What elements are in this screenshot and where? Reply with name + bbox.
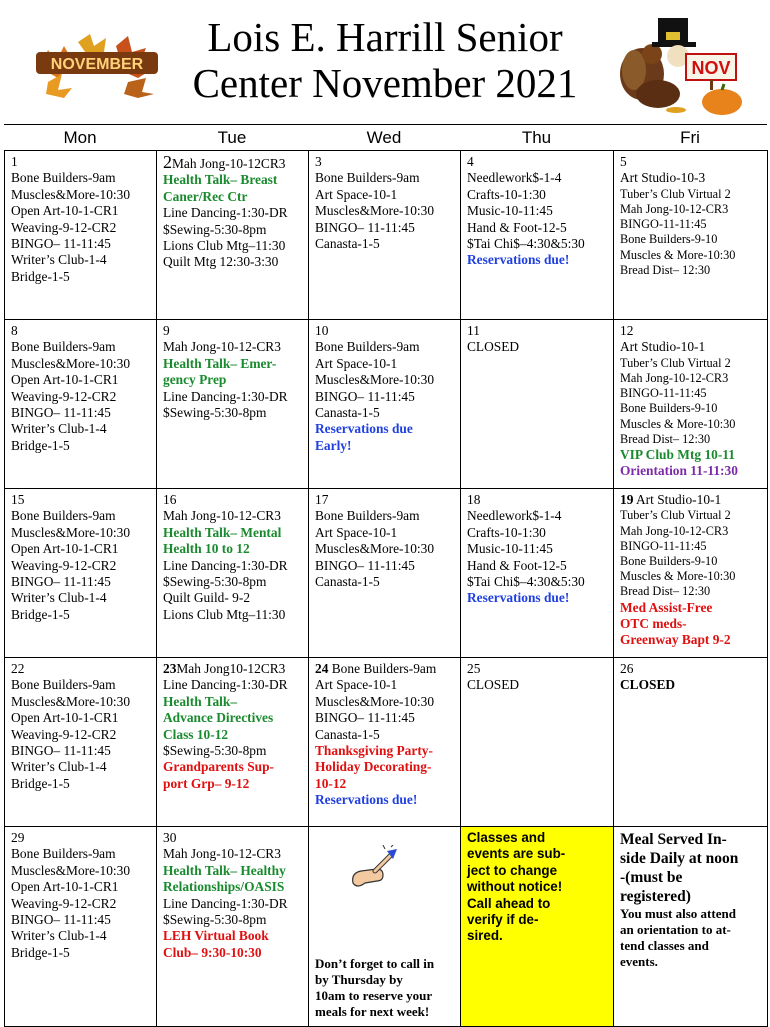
thanksgiving-note: Thanksgiving Party- <box>315 743 433 759</box>
reservation-note: Reservations due <box>315 421 413 437</box>
activity: BINGO– 11-11:45 <box>11 236 111 252</box>
activity: Quilt Mtg 12:30-3:30 <box>163 254 279 270</box>
notice-line: verify if de- <box>467 912 539 928</box>
vip-club-note: VIP Club Mtg 10-11 <box>620 447 735 463</box>
page-title: Lois E. Harrill Senior Center November 2021 <box>192 14 578 106</box>
activity: Bridge-1-5 <box>11 268 70 284</box>
activity: Muscles&More-10:30 <box>11 862 131 878</box>
week-row <box>5 151 768 320</box>
day-label-wed: Wed <box>366 128 402 147</box>
health-talk: Health Talk– Healthy <box>163 862 286 878</box>
activity: Art Studio-10-3 <box>620 170 706 186</box>
activity: Bone Builders-9am <box>315 508 420 524</box>
activity: Muscles&More-10:30 <box>11 693 131 709</box>
activity: Writer’s Club-1-4 <box>11 759 107 775</box>
notice-line: events are sub- <box>467 846 566 862</box>
activity: Weaving-9-12-CR2 <box>11 388 117 404</box>
activity: Bone Builders-9am <box>11 339 116 355</box>
day-cell <box>461 320 614 489</box>
activity: BINGO-11-11:45 <box>620 386 707 401</box>
activity: Art Studio-10-1 <box>636 492 722 507</box>
day-label-fri: Fri <box>680 128 700 147</box>
reservation-note: Reservations due! <box>315 792 418 808</box>
activity: Crafts-10-1:30 <box>467 186 546 202</box>
activity: Mah Jong-10-12-CR3 <box>620 202 729 217</box>
activity: Open Art-10-1-CR1 <box>11 541 119 557</box>
week-row <box>5 320 768 489</box>
notice-line: without notice! <box>467 879 563 895</box>
reservation-note: Early! <box>315 437 352 453</box>
activity: Writer’s Club-1-4 <box>11 928 107 944</box>
activity: Line Dancing-1:30-DR <box>163 895 288 911</box>
day-cell <box>461 489 614 658</box>
activity: Hand & Foot-12-5 <box>467 557 567 573</box>
day-cell <box>614 320 768 489</box>
day-number: 15 <box>11 492 25 507</box>
day-number: 2 <box>163 152 172 172</box>
orientation-line: tend classes and <box>620 938 709 953</box>
day-number: 30 <box>163 830 177 845</box>
notice-line: Call ahead to <box>467 895 551 911</box>
activity: BINGO-11-11:45 <box>620 217 707 232</box>
activity: Art Space-10-1 <box>315 677 398 693</box>
activity: Music-10-11:45 <box>467 203 553 219</box>
activity: Bone Builders-9-10 <box>620 554 718 569</box>
reminder-line: Don’t forget to call in <box>315 956 435 971</box>
day-cell <box>614 658 768 827</box>
activity: Bridge-1-5 <box>11 606 70 622</box>
day-number: 12 <box>620 323 634 338</box>
activity: $Sewing-5:30-8pm <box>163 405 267 421</box>
day-number: 3 <box>315 154 322 169</box>
reservation-note: Reservations due! <box>467 590 570 606</box>
activity: Needlework$-1-4 <box>467 170 562 186</box>
day-cell <box>157 151 309 320</box>
day-cell <box>5 489 157 658</box>
day-number: 9 <box>163 323 170 338</box>
activity: Bridge-1-5 <box>11 437 70 453</box>
day-number: 10 <box>315 323 329 338</box>
activity: Mah Jong-10-12-CR3 <box>620 523 729 538</box>
meal-line: registered) <box>620 888 691 905</box>
activity: Writer’s Club-1-4 <box>11 421 107 437</box>
change-notice <box>461 827 614 1027</box>
health-talk: Health Talk– Breast Caner/Rec Ctr <box>163 172 278 204</box>
activity: Tuber’s Club Virtual 2 <box>620 186 731 201</box>
health-talk: Relationships/OASIS <box>163 879 285 895</box>
activity: Line Dancing-1:30-DR <box>163 388 288 404</box>
activity: Bone Builders-9-10 <box>620 401 718 416</box>
day-number: 29 <box>11 830 25 845</box>
day-number: 26 <box>620 661 634 676</box>
activity: Weaving-9-12-CR2 <box>11 726 117 742</box>
svg-text:NOVEMBER: NOVEMBER <box>50 56 144 73</box>
health-talk: Advance Directives <box>163 710 274 726</box>
activity: Bone Builders-9-10 <box>620 232 718 247</box>
health-talk: Health Talk– <box>163 693 238 709</box>
activity: BINGO– 11-11:45 <box>315 388 415 404</box>
activity: BINGO– 11-11:45 <box>11 574 111 590</box>
activity: Art Space-10-1 <box>315 355 398 371</box>
activity: Mah Jong-10-12-CR3 <box>163 339 281 355</box>
thanksgiving-note: Holiday Decorating- <box>315 759 432 775</box>
day-label-thu: Thu <box>521 128 552 147</box>
activity: Muscles&More-10:30 <box>11 524 131 540</box>
day-cell <box>309 151 461 320</box>
day-cell <box>5 827 157 1027</box>
day-number: 23 <box>163 661 177 676</box>
activity: Canasta-1-5 <box>315 405 380 421</box>
book-club-note: LEH Virtual Book <box>163 928 269 944</box>
activity: Bread Dist– 12:30 <box>620 262 711 277</box>
activity: Bone Builders-9am <box>315 170 420 186</box>
activity: Muscles & More-10:30 <box>620 416 736 431</box>
day-number: 5 <box>620 154 627 169</box>
activity: Bread Dist– 12:30 <box>620 431 711 446</box>
activity: BINGO-11-11:45 <box>620 538 707 553</box>
orientation-note: Orientation 11-11:30 <box>620 463 738 479</box>
activity: Art Studio-10-1 <box>620 339 706 355</box>
activity: Canasta-1-5 <box>315 574 380 590</box>
reminder-line: 10am to reserve your <box>315 988 433 1003</box>
day-cell <box>461 151 614 320</box>
day-number: 24 <box>315 661 329 676</box>
activity: Bridge-1-5 <box>11 775 70 791</box>
day-number: 18 <box>467 492 481 507</box>
day-cell <box>309 320 461 489</box>
activity: Mah Jong-10-12CR3 <box>172 156 286 171</box>
support-group-note: port Grp– 9-12 <box>163 775 250 791</box>
day-cell <box>5 151 157 320</box>
page-header <box>0 0 770 118</box>
activity: Writer’s Club-1-4 <box>11 252 107 268</box>
weekday-header <box>4 124 767 150</box>
reservation-note: Reservations due! <box>467 252 570 268</box>
day-number: 16 <box>163 492 177 507</box>
activity: Bone Builders-9am <box>331 661 437 676</box>
activity: Open Art-10-1-CR1 <box>11 203 119 219</box>
day-cell <box>157 658 309 827</box>
activity: Bone Builders-9am <box>11 508 116 524</box>
activity: $Tai Chi$–4:30&5:30 <box>467 574 585 590</box>
day-cell <box>5 320 157 489</box>
day-cell <box>157 489 309 658</box>
activity: Mah Jong-10-12-CR3 <box>163 508 281 524</box>
med-assist-note: OTC meds- <box>620 616 687 632</box>
day-cell <box>309 489 461 658</box>
meal-line: Meal Served In- <box>620 831 727 848</box>
activity: Muscles & More-10:30 <box>620 247 736 262</box>
activity: BINGO– 11-11:45 <box>315 710 415 726</box>
day-number: 19 <box>620 492 634 507</box>
activity: $Sewing-5:30-8pm <box>163 221 267 237</box>
activity: Lions Club Mtg–11:30 <box>163 238 286 254</box>
activity: Line Dancing-1:30-DR <box>163 677 288 693</box>
activity: Weaving-9-12-CR2 <box>11 895 117 911</box>
day-cell <box>309 827 461 1027</box>
activity: Muscles&More-10:30 <box>315 203 435 219</box>
notice-line: Classes and <box>467 830 546 845</box>
day-number: 11 <box>467 323 480 338</box>
med-assist-note: Med Assist-Free <box>620 599 713 615</box>
activity: Bone Builders-9am <box>11 846 116 862</box>
day-cell <box>5 658 157 827</box>
activity: Muscles&More-10:30 <box>11 186 131 202</box>
health-talk: Health Talk– Mental <box>163 524 282 540</box>
meal-line: -(must be <box>620 869 683 886</box>
day-number: 22 <box>11 661 25 676</box>
activity: Tuber’s Club Virtual 2 <box>620 508 731 523</box>
november-leaves-icon <box>28 28 163 98</box>
activity: BINGO– 11-11:45 <box>11 743 111 759</box>
day-label-tue: Tue <box>217 128 247 147</box>
support-group-note: Grandparents Sup- <box>163 759 275 775</box>
activity: BINGO– 11-11:45 <box>315 219 415 235</box>
activity: Bone Builders-9am <box>11 677 116 693</box>
activity: BINGO– 11-11:45 <box>11 912 111 928</box>
activity: Mah Jong-10-12-CR3 <box>163 846 281 862</box>
week-row <box>5 489 768 658</box>
activity: Needlework$-1-4 <box>467 508 562 524</box>
svg-text:NOV: NOV <box>691 58 731 78</box>
activity: Art Space-10-1 <box>315 186 398 202</box>
day-cell <box>614 489 768 658</box>
activity: Muscles&More-10:30 <box>315 541 435 557</box>
day-cell <box>309 658 461 827</box>
day-cell <box>614 151 768 320</box>
health-talk: Health Talk– Emer- <box>163 355 277 371</box>
calendar-grid <box>4 150 768 1027</box>
meal-reminder <box>315 956 434 1020</box>
reminder-finger-icon <box>347 845 399 897</box>
activity: Mah Jong10-12CR3 <box>176 661 286 676</box>
meal-line: side Daily at noon <box>620 850 739 867</box>
day-number: 4 <box>467 154 474 169</box>
activity: Crafts-10-1:30 <box>467 524 546 540</box>
activity: $Sewing-5:30-8pm <box>163 574 267 590</box>
health-talk: Health 10 to 12 <box>163 541 250 557</box>
closed-label: CLOSED <box>467 677 520 693</box>
activity: Line Dancing-1:30-DR <box>163 557 288 573</box>
health-talk: Class 10-12 <box>163 726 229 742</box>
activity: Bridge-1-5 <box>11 944 70 960</box>
activity: Open Art-10-1-CR1 <box>11 372 119 388</box>
activity: Canasta-1-5 <box>315 726 380 742</box>
activity: Bone Builders-9am <box>315 339 420 355</box>
activity: Lions Club Mtg–11:30 <box>163 606 286 622</box>
day-cell <box>157 320 309 489</box>
activity: Hand & Foot-12-5 <box>467 219 567 235</box>
day-number: 17 <box>315 492 329 507</box>
activity: Line Dancing-1:30-DR <box>163 205 288 221</box>
activity: $Sewing-5:30-8pm <box>163 743 267 759</box>
activity: Open Art-10-1-CR1 <box>11 710 119 726</box>
activity: Writer’s Club-1-4 <box>11 590 107 606</box>
day-cell <box>461 658 614 827</box>
activity: Quilt Guild- 9-2 <box>163 590 251 606</box>
day-cell <box>157 827 309 1027</box>
closed-label: CLOSED <box>467 339 520 355</box>
week-row <box>5 658 768 827</box>
closed-label: CLOSED <box>620 677 676 693</box>
orientation-line: events. <box>620 954 658 969</box>
activity: Tuber’s Club Virtual 2 <box>620 355 731 370</box>
activity: Open Art-10-1-CR1 <box>11 879 119 895</box>
activity: Art Space-10-1 <box>315 524 398 540</box>
activity: Muscles&More-10:30 <box>315 693 435 709</box>
day-number: 8 <box>11 323 18 338</box>
notice-line: ject to change <box>467 862 558 878</box>
thanksgiving-note: 10-12 <box>315 775 347 791</box>
activity: Muscles&More-10:30 <box>11 355 131 371</box>
activity: $Sewing-5:30-8pm <box>163 912 267 928</box>
activity: Mah Jong-10-12-CR3 <box>620 371 729 386</box>
book-club-note: Club– 9:30-10:30 <box>163 944 262 960</box>
meal-info <box>614 827 768 1027</box>
activity: Muscles&More-10:30 <box>315 372 435 388</box>
day-number: 25 <box>467 661 481 676</box>
turkey-pilgrim-icon <box>612 14 747 116</box>
notice-line: sired. <box>467 928 503 944</box>
activity: BINGO– 11-11:45 <box>315 557 415 573</box>
health-talk: gency Prep <box>163 372 227 388</box>
day-number: 1 <box>11 154 18 169</box>
med-assist-note: Greenway Bapt 9-2 <box>620 632 731 648</box>
orientation-line: You must also attend <box>620 906 736 921</box>
activity: Muscles & More-10:30 <box>620 569 736 584</box>
activity: Music-10-11:45 <box>467 541 553 557</box>
activity: Weaving-9-12-CR2 <box>11 557 117 573</box>
activity: Bone Builders-9am <box>11 170 116 186</box>
activity: BINGO– 11-11:45 <box>11 405 111 421</box>
activity: Bread Dist– 12:30 <box>620 584 711 599</box>
activity: Weaving-9-12-CR2 <box>11 219 117 235</box>
activity: $Tai Chi$–4:30&5:30 <box>467 236 585 252</box>
activity: Canasta-1-5 <box>315 236 380 252</box>
reminder-line: by Thursday by <box>315 972 403 987</box>
day-label-mon: Mon <box>63 128 97 147</box>
orientation-line: an orientation to at- <box>620 922 731 937</box>
reminder-line: meals for next week! <box>315 1004 430 1019</box>
week-row <box>5 827 768 1027</box>
